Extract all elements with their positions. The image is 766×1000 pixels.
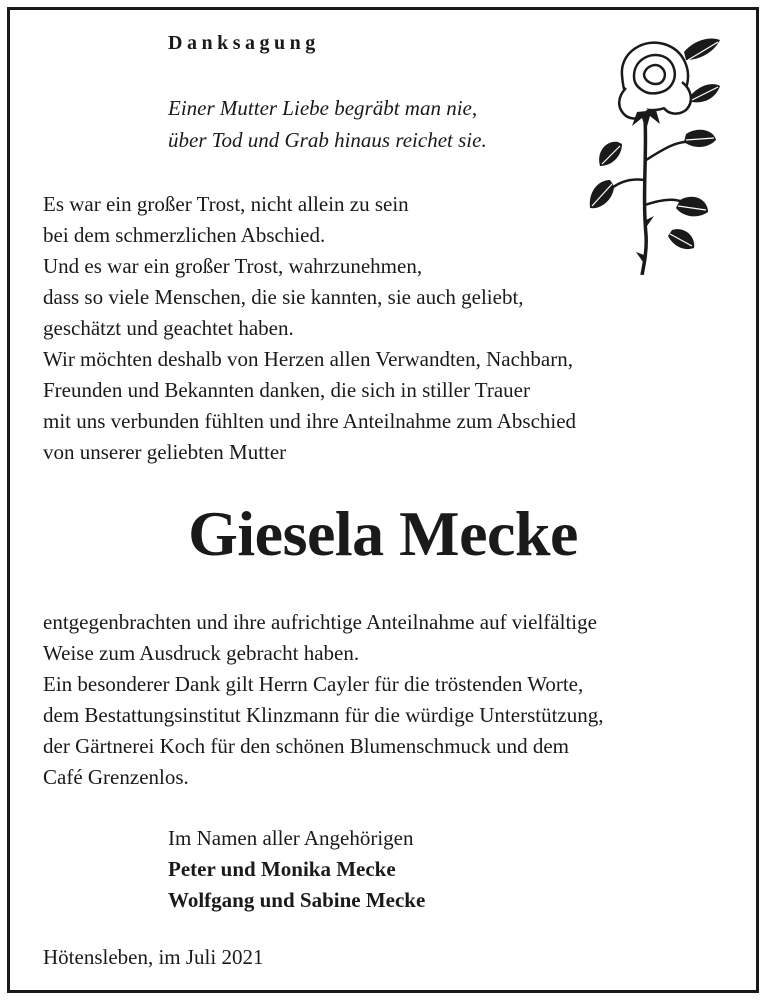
text-line: dem Bestattungsinstitut Klinzmann für die würdige Unterstützung, <box>43 703 604 727</box>
rose-icon <box>582 30 722 275</box>
text-line: entgegenbrachten und ihre aufrichtige Anteilnahme auf vielfältige <box>43 610 597 634</box>
text-line: Freunden und Bekannten danken, die sich in stiller Trauer <box>43 378 530 402</box>
text-line: der Gärtnerei Koch für den schönen Blumenschmuck und dem <box>43 734 570 758</box>
obituary-notice <box>7 7 759 993</box>
text-line: von unserer geliebten Mutter <box>43 440 287 464</box>
text-line: Und es war ein großer Trost, wahrzunehmen, <box>43 254 423 278</box>
text-line: dass so viele Menschen, die sie kannten, sie auch geliebt, <box>43 285 524 309</box>
text-line: geschätzt und geachtet haben. <box>43 316 294 340</box>
notice-heading: Danksagung <box>168 32 320 54</box>
deceased-name: Giesela Mecke <box>188 498 578 569</box>
signature-name: Peter und Monika Mecke <box>168 857 396 881</box>
place-date: Hötensleben, im Juli 2021 <box>43 945 264 969</box>
memorial-quote <box>168 92 487 156</box>
signature-block <box>168 823 425 916</box>
text-line: Es war ein großer Trost, nicht allein zu sein <box>43 192 409 216</box>
quote-line: über Tod und Grab hinaus reichet sie. <box>168 128 487 152</box>
text-line: bei dem schmerzlichen Abschied. <box>43 223 326 247</box>
text-line: Ein besonderer Dank gilt Herrn Cayler für die tröstenden Worte, <box>43 672 584 696</box>
text-line: Weise zum Ausdruck gebracht haben. <box>43 641 360 665</box>
signature-name: Wolfgang und Sabine Mecke <box>168 888 426 912</box>
text-line: Wir möchten deshalb von Herzen allen Verwandten, Nachbarn, <box>43 347 573 371</box>
thanks-text <box>43 607 604 793</box>
text-line: mit uns verbunden fühlten und ihre Anteilnahme zum Abschied <box>43 409 577 433</box>
text-line: Café Grenzenlos. <box>43 765 189 789</box>
signature-intro: Im Namen aller Angehörigen <box>168 826 414 850</box>
quote-line: Einer Mutter Liebe begräbt man nie, <box>168 96 478 120</box>
acknowledgement-text <box>43 189 576 468</box>
